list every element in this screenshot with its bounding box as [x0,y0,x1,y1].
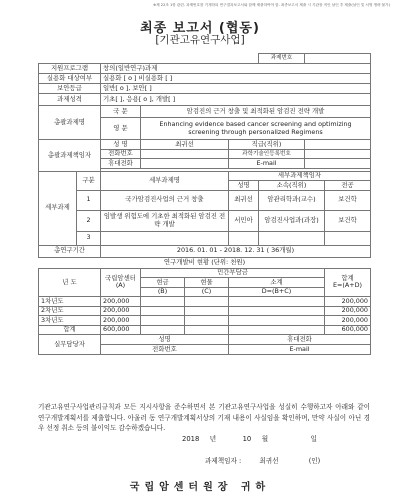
affiliation-label: 소속(직위) [259,181,325,191]
declaration-text: 기관고유연구사업관리규칙과 모든 지시사항을 준수하면서 본 기관고유연구사업을 성실히 수행하고자 아래와 같이 연구개발계획서를 제출합니다. 아울러 동 연구개발계획서상의 기재 내용이 사실임을 확인하며, 만약 사실이 아닌 경우 선정 취소 등의 불이익도 감수하겠습니다. [38,403,370,432]
budget-row [39,306,371,316]
human-subject-label: 실용화 대상여부 [39,74,101,84]
addressee-footer: 국립암센터원장 귀하 [129,482,271,493]
date-day-unit: 일 [310,435,318,443]
budget-national: 200,000 [101,297,141,307]
task-name-korean: 암검진의 근거 창출 및 최적화된 암검진 전략 개발 [141,106,371,118]
phone-label: 전화번호 [101,149,141,159]
sub-task-lead: 최귀선 [229,190,259,210]
budget-inkind [185,316,229,326]
budget-year: 2차년도 [39,306,101,316]
task-name-english: Enhancing evidence based cancer screening and optimizing screening through personalized Regimens [141,118,371,140]
sub-task-affiliation: 암관리학과(교수) [259,190,325,210]
signer-name: 최귀선 [259,457,279,465]
document-subtitle: [기관고유연구사업] [155,34,245,46]
staff-email-label: E-mail [229,345,371,355]
date-month-unit: 월 [261,435,269,443]
budget-total-row [39,325,371,335]
budget-year: 1차년도 [39,297,101,307]
task-nature-label: 과제성격 [39,94,101,106]
task-number-label: 과제번호 [259,54,305,64]
category-label: 구분 [77,171,101,190]
period-row [39,245,371,257]
date-year-unit: 년 [209,435,217,443]
korean-label: 국 문 [101,106,141,118]
budget-national: 600,000 [101,325,141,335]
report-form-table [38,53,371,355]
budget-cash [141,297,185,307]
human-subject-value: 실용화 [ o ] 비실용화 [ ] [101,74,371,84]
overall-task-label: 총괄과제명 [39,106,101,140]
task-number-row [39,54,371,64]
subtotal-header: 소계 [229,278,325,288]
budget-subtotal [229,297,325,307]
english-label: 영 문 [101,118,141,140]
sub-task-no: 2 [77,210,101,231]
budget-national: 200,000 [101,316,141,326]
sub-task-lead: 서민아 [229,210,259,231]
seal-mark: (인) [308,457,321,465]
national-header-sub: (A) [115,281,126,290]
budget-inkind [185,306,229,316]
budget-cash [141,316,185,326]
position-value [305,140,371,150]
budget-total: 200,000 [325,316,371,326]
sub-task-major: 보건학 [325,210,371,231]
email-label: E-mail [229,159,305,169]
budget-inkind [185,325,229,335]
staff-mobile-label: 휴대전화 [229,335,371,345]
budget-header-row-1 [39,268,371,278]
budget-cash [141,325,185,335]
registration-number-label: 과학기술인등록번호 [229,149,305,159]
sub-lead-name-label: 성명 [229,181,259,191]
budget-total: 200,000 [325,297,371,307]
email-value [305,159,371,169]
total-header-sub: E=(A+D) [332,281,363,290]
budget-subtotal [229,306,325,316]
cash-header: 현금 [141,278,185,288]
budget-title-row [39,257,371,268]
lead-name-row [39,140,371,150]
private-header: 민간부담금 [141,268,325,278]
sub-task-major [325,231,371,245]
cash-header-sub: (B) [141,287,185,297]
year-header: 년 도 [39,268,101,297]
sub-task-row [39,190,371,210]
security-value: 일반[ o ], 보안[ ] [101,84,371,94]
sub-task-row [39,210,371,231]
national-header [101,268,141,297]
task-number-value[interactable] [305,54,371,64]
staff-phone-label: 전화번호 [101,345,229,355]
subtotal-header-sub: D=(B+C) [229,287,325,297]
budget-cash [141,306,185,316]
mobile-label: 휴대전화 [101,159,141,169]
budget-national: 200,000 [101,306,141,316]
inkind-header: 현물 [185,278,229,288]
sub-task-name [101,231,229,245]
sub-task-no: 3 [77,231,101,245]
sub-task-no: 1 [77,190,101,210]
security-row [39,84,371,94]
overall-task-kr-row [39,106,371,118]
support-program-label: 지원프로그램 [39,64,101,74]
budget-total: 600,000 [325,325,371,335]
registration-number-value [305,149,371,159]
budget-total: 200,000 [325,306,371,316]
staff-label: 실무담당자 [39,335,101,355]
staff-row-1 [39,335,371,345]
lead-name-value: 최귀선 [141,140,229,150]
period-value: 2016. 01. 01 - 2018. 12. 31 ( 36개월) [101,245,371,257]
position-label: 직급(직위) [229,140,305,150]
budget-title: 연구개발비 현황 (단위: 천원) [39,257,371,268]
sub-lead-label: 세부과제책임자 [229,171,371,181]
date-year: 2018 [182,435,200,443]
support-program-value: 창의(일반연구)과제 [101,64,371,74]
sub-task-name-label: 세부과제명 [101,171,229,190]
signer-label: 과제책임자 : [205,457,242,465]
task-nature-row [39,94,371,106]
budget-year: 3차년도 [39,316,101,326]
sub-task-affiliation: 암검진사업과(과장) [259,210,325,231]
sub-task-affiliation [259,231,325,245]
budget-row [39,297,371,307]
submission-date [182,433,332,443]
signature-line [205,455,375,465]
budget-year: 합계 [39,325,101,335]
budget-subtotal [229,325,325,335]
security-label: 보안등급 [39,84,101,94]
human-subject-row [39,74,371,84]
mobile-value [141,159,229,169]
task-nature-value: 기초[ ], 응용[ o ], 개발[ ] [101,94,371,106]
support-program-row [39,64,371,74]
period-label: 총연구기간 [39,245,101,257]
sub-task-row [39,231,371,245]
budget-subtotal [229,316,325,326]
sub-task-label: 세부과제 [39,171,77,245]
total-header-text: 합계 [341,273,354,282]
document-title: 최종 보고서 (협동) [140,21,260,36]
overall-lead-label: 총괄과제책임자 [39,140,101,172]
lead-name-label: 성 명 [101,140,141,150]
national-header-text: 국립암센터 [105,273,136,282]
sub-task-lead [229,231,259,245]
sub-task-name: 임발생 위험도에 기초한 최적화된 암검진 전략 개발 [101,210,229,231]
budget-row [39,316,371,326]
total-header [325,268,371,297]
sub-task-name: 국가암검진사업의 근거 창출 [101,190,229,210]
staff-name-label: 성명 [101,335,229,345]
budget-inkind [185,297,229,307]
sub-task-header-row-1 [39,171,371,181]
major-label: 전공 [325,181,371,191]
phone-value [141,149,229,159]
sub-task-major: 보건학 [325,190,371,210]
inkind-header-sub: (C) [185,287,229,297]
top-note: ※제 22조 1항 관련. 과제번호를 기재하되 연구결과보고서와 함께 제출하여야 함. 최종보고서 제출 시 기관장 직인 날인 후 제출(날인 및 서명 생략 불가) [153,3,390,7]
date-month: 10 [242,435,252,443]
